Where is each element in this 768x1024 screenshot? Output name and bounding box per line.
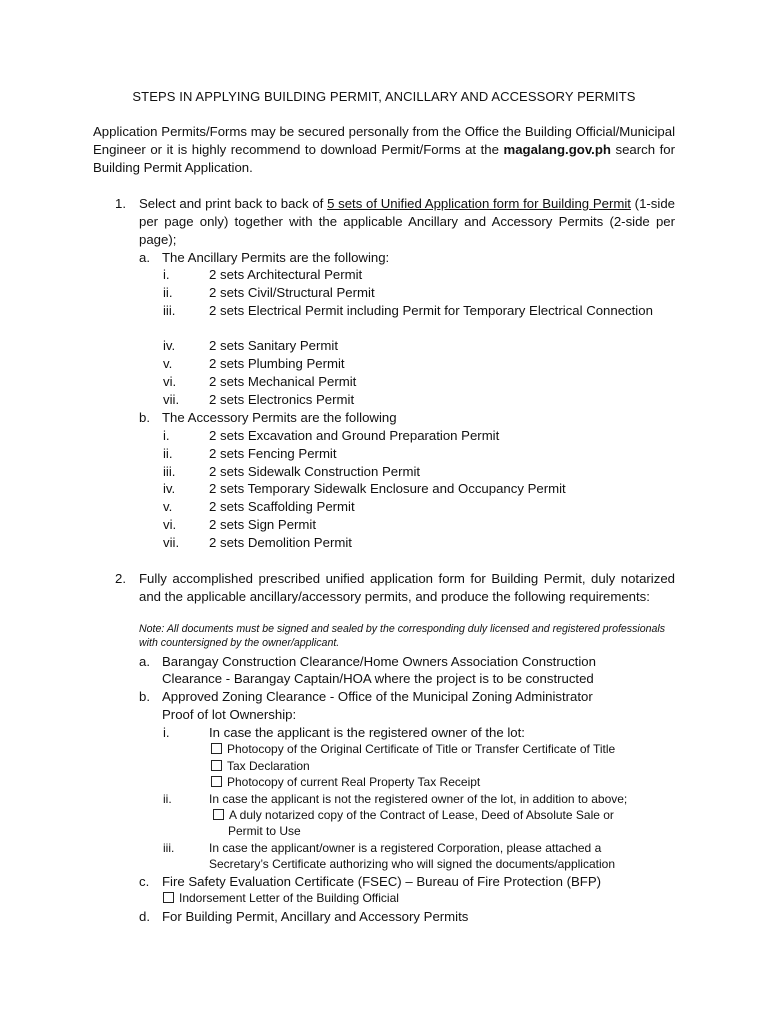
step-2a-label: a. (139, 654, 150, 669)
item-number: ii. (163, 284, 173, 300)
step-2c-label: c. (139, 874, 150, 889)
intro-text-end: search for Building Permit Application. (93, 141, 675, 175)
item-text: 2 sets Plumbing Permit (209, 355, 345, 371)
item-text: 2 sets Scaffolding Permit (209, 499, 355, 515)
item-number: v. (163, 499, 173, 515)
item-text: 2 sets Electronics Permit (209, 391, 355, 407)
barangay-clearance-line-1: Barangay Construction Clearance/Home Owners Association Construction (162, 654, 596, 669)
item-text: 2 sets Mechanical Permit (209, 373, 357, 389)
list-item (163, 284, 675, 302)
step-1a-label: a. (139, 250, 150, 265)
item-text: 2 sets Excavation and Ground Preparation Permit (209, 428, 500, 443)
ancillary-heading: The Ancillary Permits are the following: (162, 250, 390, 265)
item-number: vii. (163, 534, 180, 550)
checkbox-label: A duly notarized copy of the Contract of Lease, Deed of Absolute Sale or (229, 808, 614, 822)
list-item (163, 427, 675, 445)
item-number: vi. (163, 373, 177, 389)
building-permit-line: For Building Permit, Ancillary and Accessory Permits (162, 909, 469, 924)
document-title: STEPS IN APPLYING BUILDING PERMIT, ANCILLARY AND ACCESSORY PERMITS (132, 89, 636, 104)
item-number: iii. (163, 463, 176, 479)
list-item (163, 516, 675, 534)
list-item (163, 337, 675, 355)
item-number: i. (163, 267, 170, 282)
checkbox-label: Tax Declaration (227, 759, 310, 773)
accessory-list (163, 427, 675, 552)
list-item (163, 302, 675, 338)
item-number: vi. (163, 516, 177, 532)
checkbox-item (211, 758, 310, 775)
checkbox-icon (213, 809, 224, 820)
item-text: 2 sets Architectural Permit (209, 267, 363, 282)
item-number: iii. (163, 302, 176, 318)
step-1-text-end: (1-side per page only) together with the applicable Ancillary and Accessory Permits (2-side per page); (139, 196, 675, 247)
step-2d-label: d. (139, 909, 150, 924)
list-item (163, 498, 675, 516)
checkbox-icon (163, 892, 174, 903)
intro-paragraph (93, 123, 675, 176)
item-number: iv. (163, 338, 176, 354)
list-item (163, 534, 675, 552)
registered-owner-heading: In case the applicant is the registered owner of the lot: (209, 725, 525, 740)
list-item (163, 266, 675, 284)
step-2b-iii-number: iii. (163, 841, 175, 855)
step-2b-label: b. (139, 689, 150, 704)
not-registered-owner-heading: In case the applicant is not the registered owner of the lot, in addition to above; (209, 792, 628, 806)
step-1b-label: b. (139, 410, 150, 425)
list-item (163, 463, 675, 481)
accessory-heading: The Accessory Permits are the following (162, 410, 397, 425)
checkbox-label: Photocopy of the Original Certificate of Title or Transfer Certificate of Title (227, 742, 616, 756)
item-text: 2 sets Fencing Permit (209, 445, 337, 461)
list-item (163, 445, 675, 463)
item-text: 2 sets Sign Permit (209, 516, 317, 532)
checkbox-icon (211, 776, 222, 787)
item-text: 2 sets Sidewalk Construction Permit (209, 463, 421, 479)
checkbox-icon (211, 743, 222, 754)
step-2-text: Fully accomplished prescribed unified application form for Building Permit, duly notarized and the applicable ancillary/accessory permits, and produce the following requirements: (139, 571, 675, 604)
ancillary-list (163, 266, 675, 408)
checkbox-label: Photocopy of current Real Property Tax Receipt (227, 775, 481, 789)
item-text: 2 sets Sanitary Permit (209, 338, 338, 354)
checkbox-item (211, 774, 480, 791)
item-number: v. (163, 355, 173, 371)
item-text: 2 sets Civil/Structural Permit (209, 284, 375, 300)
item-text: 2 sets Electrical Permit including Permit for Temporary Electrical Connection (209, 302, 653, 318)
list-item (163, 355, 675, 373)
fire-safety-certificate-line: Fire Safety Evaluation Certificate (FSEC) – Bureau of Fire Protection (BFP) (162, 874, 602, 889)
step-1-number: 1. (115, 196, 126, 211)
item-number: iv. (163, 481, 176, 497)
checkbox-item (213, 807, 614, 824)
item-text: 2 sets Demolition Permit (209, 534, 352, 550)
corporation-line-1: In case the applicant/owner is a registered Corporation, please attached a (209, 841, 602, 855)
item-number: ii. (163, 445, 173, 461)
list-item (163, 373, 675, 391)
intro-text: Application Permits/Forms may be secured personally from the Office the Building Official/Municipal Engineer or it is highly recommend to download Permit/Forms at the (93, 124, 675, 157)
step-2b-ii-number: ii. (163, 792, 172, 806)
checkbox-label: Indorsement Letter of the Building Official (179, 891, 399, 905)
checkbox-item (163, 890, 399, 907)
item-number: i. (163, 428, 170, 443)
checkbox-icon (211, 760, 222, 771)
step-1-text (139, 195, 675, 248)
proof-of-ownership-heading: Proof of lot Ownership: (162, 707, 297, 722)
checkbox-label-continued: Permit to Use (228, 824, 301, 838)
item-text: 2 sets Temporary Sidewalk Enclosure and Occupancy Permit (209, 481, 566, 497)
step-2-number: 2. (115, 571, 126, 586)
step-2b-i-number: i. (163, 725, 170, 740)
zoning-clearance-line: Approved Zoning Clearance - Office of the Municipal Zoning Administrator (162, 689, 593, 704)
step-1-text-start: Select and print back to back of (139, 196, 328, 211)
step-2-note: Note: All documents must be signed and sealed by the corresponding duly licensed and registered professionals with countersigned by the owner/applicant. (139, 623, 666, 649)
list-item (163, 391, 675, 409)
website-name: magalang.gov.ph (503, 141, 611, 157)
step-1-underlined: 5 sets of Unified Application form for Building Permit (327, 196, 631, 211)
barangay-clearance-line-2: Clearance - Barangay Captain/HOA where the project is to be constructed (162, 671, 594, 686)
checkbox-item (211, 741, 615, 758)
list-item (163, 480, 675, 498)
corporation-line-2: Secretary’s Certificate authorizing who will signed the documents/application (209, 857, 615, 871)
item-number: vii. (163, 391, 180, 407)
